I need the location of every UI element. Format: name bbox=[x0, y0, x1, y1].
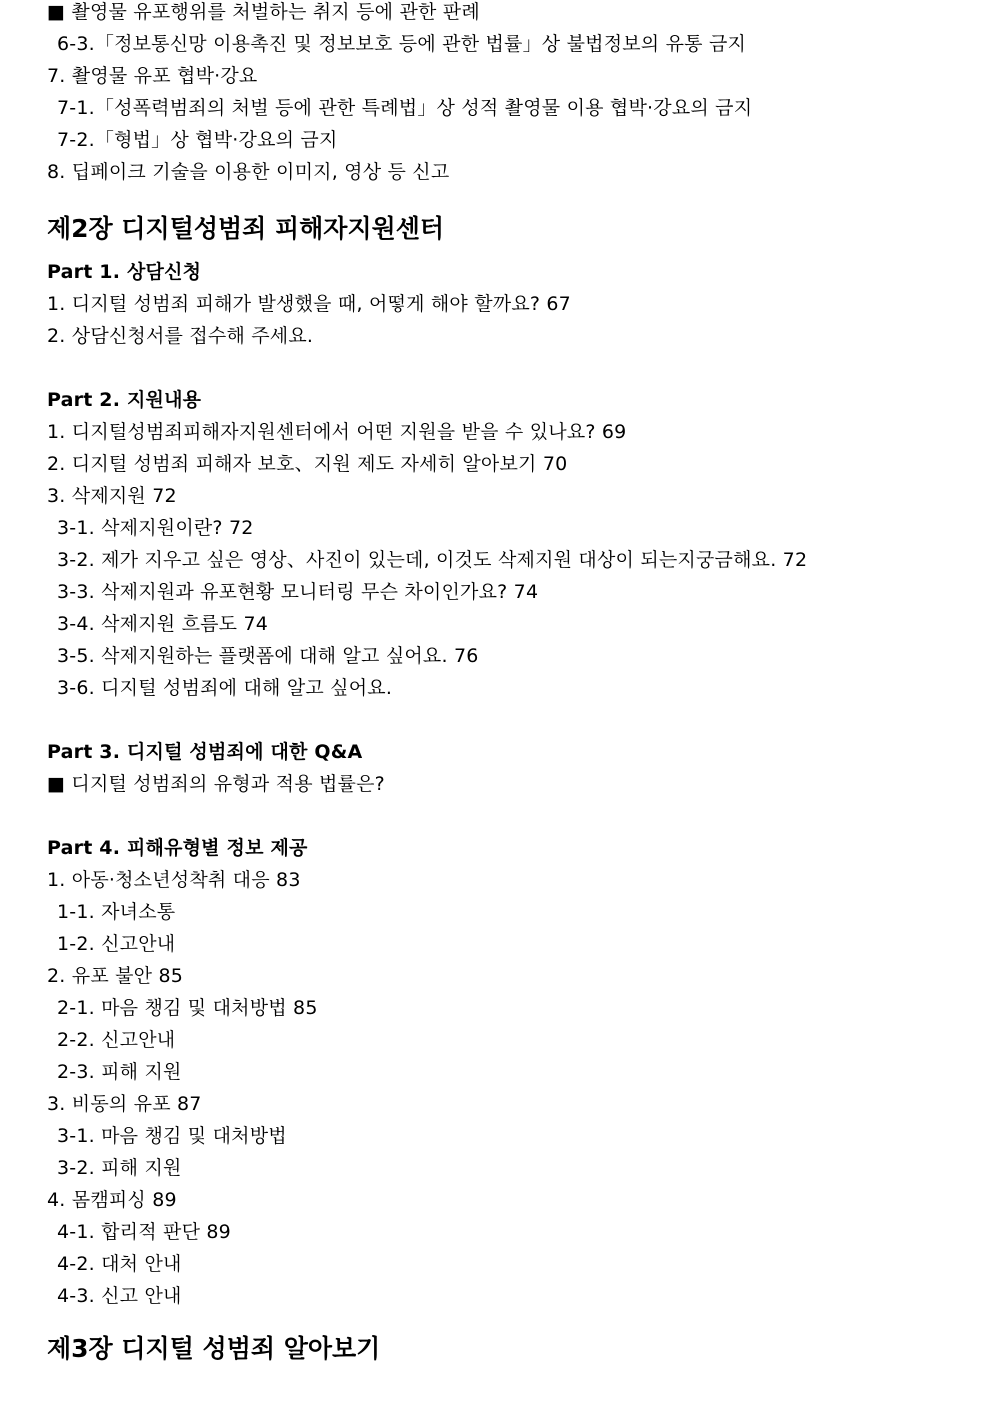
toc-line: 1. 아동·청소년성착취 대응 83 bbox=[47, 869, 301, 891]
toc-page bbox=[47, 0, 977, 1376]
toc-line: 1. 디지털성범죄피해자지원센터에서 어떤 지원을 받을 수 있나요? 69 bbox=[47, 421, 627, 443]
toc-line: 2. 디지털 성범죄 피해자 보호、지원 제도 자세히 알아보기 70 bbox=[47, 453, 568, 475]
toc-line: 2. 유포 불안 85 bbox=[47, 965, 184, 987]
toc-line: 3-2. 피해 지원 bbox=[57, 1157, 182, 1179]
toc-line: 2-3. 피해 지원 bbox=[57, 1061, 182, 1083]
toc-line: 3-2. 제가 지우고 싶은 영상、사진이 있는데, 이것도 삭제지원 대상이 되는지궁금해요. 72 bbox=[57, 549, 808, 571]
toc-line: 6-3.「정보통신망 이용촉진 및 정보보호 등에 관한 법률」상 불법정보의 유통 금지 bbox=[57, 33, 747, 55]
toc-line: 7. 촬영물 유포 협박·강요 bbox=[47, 65, 258, 87]
toc-line: 3. 비동의 유포 87 bbox=[47, 1093, 202, 1115]
toc-line: 4-3. 신고 안내 bbox=[57, 1285, 182, 1307]
toc-line: 3-1. 삭제지원이란? 72 bbox=[57, 517, 254, 539]
toc-line: ■ 촬영물 유포행위를 처벌하는 취지 등에 관한 판례 bbox=[47, 1, 480, 23]
section-spacer bbox=[47, 800, 977, 832]
part-1-title: Part 1. 상담신청 bbox=[47, 261, 202, 283]
toc-line: 2-1. 마음 챙김 및 대처방법 85 bbox=[57, 997, 318, 1019]
toc-line: 3-5. 삭제지원하는 플랫폼에 대해 알고 싶어요. 76 bbox=[57, 645, 479, 667]
section-spacer bbox=[47, 704, 977, 736]
toc-line: 7-2.「형법」상 협박·강요의 금지 bbox=[57, 129, 338, 151]
toc-line: 4-1. 합리적 판단 89 bbox=[57, 1221, 231, 1243]
toc-line: 7-1.「성폭력범죄의 처벌 등에 관한 특례법」상 성적 촬영물 이용 협박·강요의 금지 bbox=[57, 97, 753, 119]
toc-line: 2. 상담신청서를 접수해 주세요. bbox=[47, 325, 314, 347]
toc-line: 3-4. 삭제지원 흐름도 74 bbox=[57, 613, 269, 635]
toc-line: 1-1. 자녀소통 bbox=[57, 901, 176, 923]
part-3-title: Part 3. 디지털 성범죄에 대한 Q&A bbox=[47, 741, 363, 763]
toc-line: 2-2. 신고안내 bbox=[57, 1029, 176, 1051]
toc-line: 3-1. 마음 챙김 및 대처방법 bbox=[57, 1125, 287, 1147]
part-2-title: Part 2. 지원내용 bbox=[47, 389, 202, 411]
chapter-2-title: 제2장 디지털성범죄 피해자지원센터 bbox=[47, 214, 445, 243]
toc-line: 4. 몸캠피싱 89 bbox=[47, 1189, 177, 1211]
toc-line: ■ 디지털 성범죄의 유형과 적용 법률은? bbox=[47, 773, 385, 795]
toc-line: 3. 삭제지원 72 bbox=[47, 485, 177, 507]
toc-line: 4-2. 대처 안내 bbox=[57, 1253, 182, 1275]
toc-line: 3-3. 삭제지원과 유포현황 모니터링 무슨 차이인가요? 74 bbox=[57, 581, 539, 603]
toc-line: 1-2. 신고안내 bbox=[57, 933, 176, 955]
chapter-3-title: 제3장 디지털 성범죄 알아보기 bbox=[47, 1334, 381, 1363]
section-spacer bbox=[47, 352, 977, 384]
toc-line: 1. 디지털 성범죄 피해가 발생했을 때, 어떻게 해야 할까요? 67 bbox=[47, 293, 571, 315]
part-4-title: Part 4. 피해유형별 정보 제공 bbox=[47, 837, 308, 859]
toc-line: 3-6. 디지털 성범죄에 대해 알고 싶어요. bbox=[57, 677, 393, 699]
toc-line: 8. 딥페이크 기술을 이용한 이미지, 영상 등 신고 bbox=[47, 161, 450, 183]
